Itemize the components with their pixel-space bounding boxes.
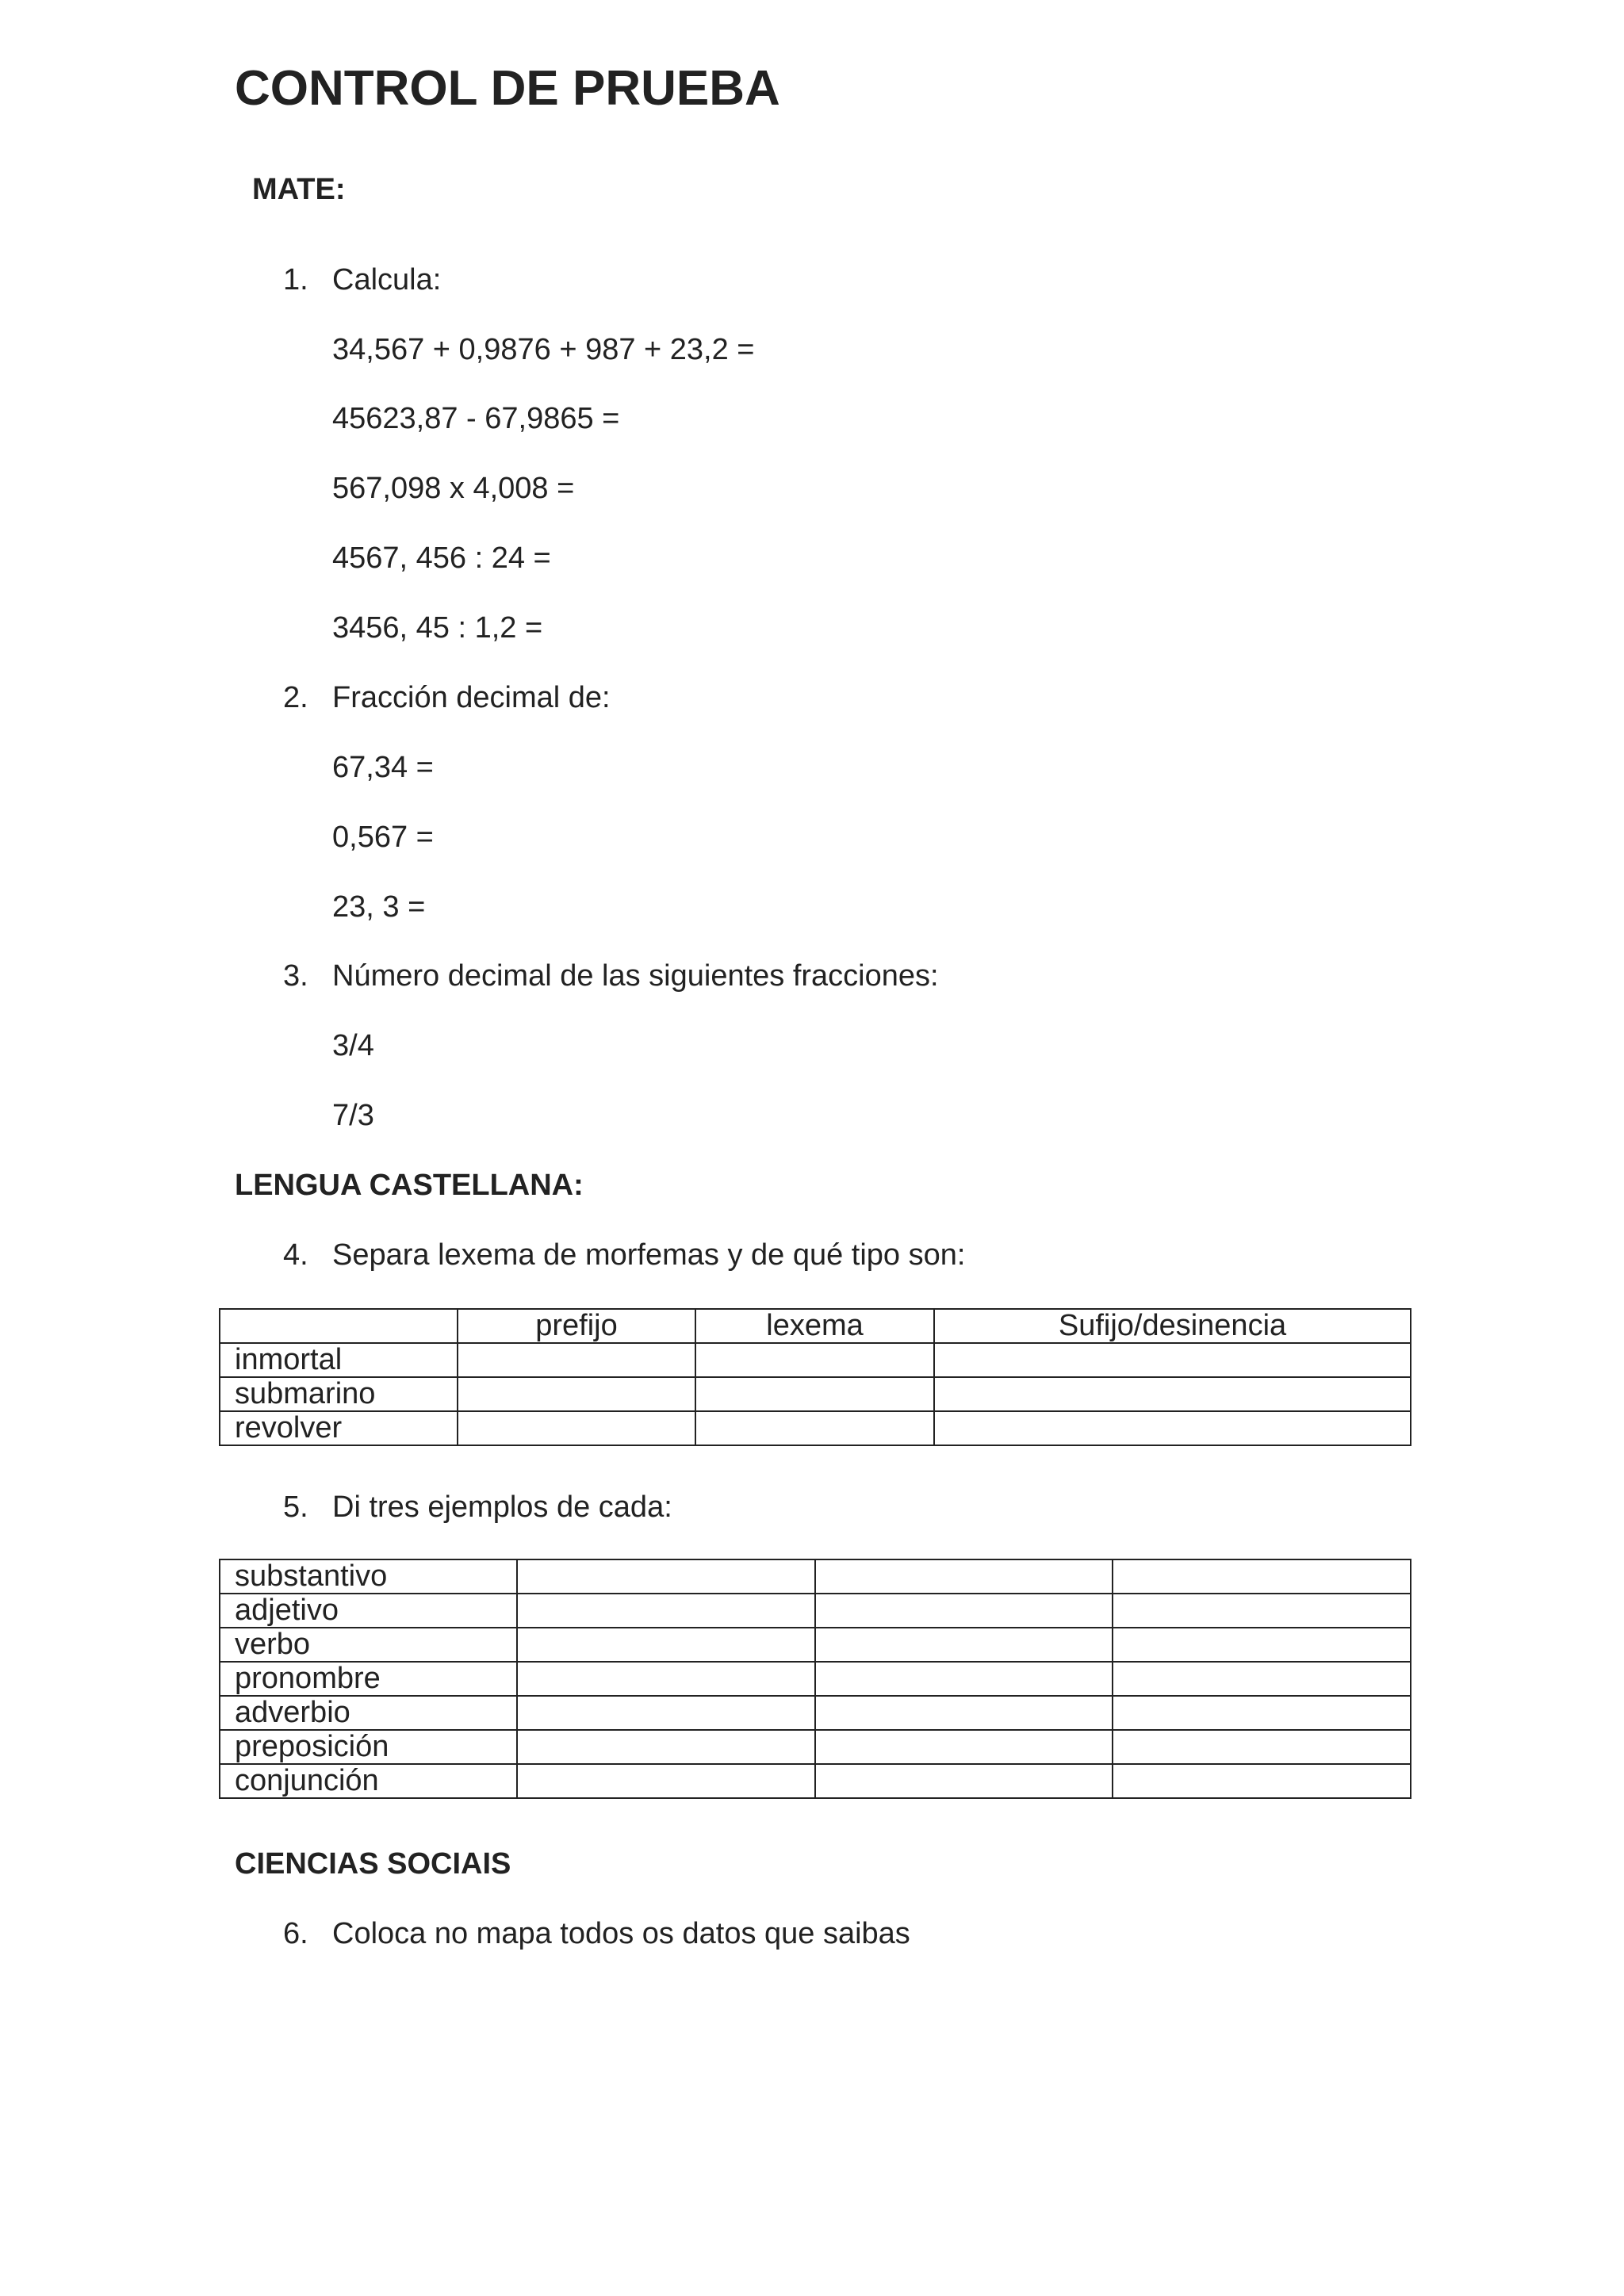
- exercise-line: 4567, 456 : 24 =: [332, 541, 551, 575]
- exercise-line: 45623,87 - 67,9865 =: [332, 402, 620, 435]
- section-heading-social: CIENCIAS SOCIAIS: [235, 1847, 511, 1881]
- morpheme-table: [219, 1308, 1411, 1446]
- answer-cell[interactable]: [517, 1730, 815, 1764]
- question-number: 4.: [283, 1238, 308, 1272]
- answer-cell[interactable]: [695, 1377, 934, 1411]
- answer-cell[interactable]: [1113, 1594, 1411, 1628]
- question-text: Fracción decimal de:: [332, 681, 611, 714]
- question-text: Di tres ejemplos de cada:: [332, 1490, 672, 1524]
- answer-cell[interactable]: [695, 1343, 934, 1377]
- question-text: Coloca no mapa todos os datos que saibas: [332, 1917, 910, 1950]
- table-row: [220, 1411, 1411, 1445]
- question-6: [283, 1914, 910, 1954]
- question-5: [283, 1487, 672, 1527]
- answer-cell[interactable]: [815, 1696, 1113, 1730]
- category-cell: adjetivo: [220, 1594, 517, 1628]
- answer-cell[interactable]: [517, 1559, 815, 1594]
- answer-cell[interactable]: [815, 1730, 1113, 1764]
- table-row: [220, 1696, 1411, 1730]
- question-number: 3.: [283, 959, 308, 993]
- answer-cell[interactable]: [1113, 1559, 1411, 1594]
- question-number: 5.: [283, 1490, 308, 1524]
- table-row: [220, 1559, 1411, 1594]
- table-row: [220, 1764, 1411, 1798]
- exercise-line: 7/3: [332, 1099, 374, 1132]
- category-cell: preposición: [220, 1730, 517, 1764]
- exercise-line: 34,567 + 0,9876 + 987 + 23,2 =: [332, 333, 755, 366]
- answer-cell[interactable]: [1113, 1696, 1411, 1730]
- table-header-cell: Sufijo/desinencia: [934, 1309, 1411, 1343]
- table-row: [220, 1594, 1411, 1628]
- question-text: Número decimal de las siguientes fracciones:: [332, 959, 939, 993]
- question-text: Calcula:: [332, 263, 442, 297]
- section-heading-math: MATE:: [252, 173, 346, 206]
- exercise-line: 23, 3 =: [332, 890, 426, 924]
- word-cell: revolver: [220, 1411, 458, 1445]
- page-title: CONTROL DE PRUEBA: [235, 61, 780, 116]
- table-row: [220, 1730, 1411, 1764]
- answer-cell[interactable]: [1113, 1730, 1411, 1764]
- question-number: 1.: [283, 263, 308, 297]
- table-row: [220, 1628, 1411, 1662]
- category-cell: substantivo: [220, 1559, 517, 1594]
- answer-cell[interactable]: [1113, 1764, 1411, 1798]
- question-text: Separa lexema de morfemas y de qué tipo son:: [332, 1238, 966, 1272]
- answer-cell[interactable]: [934, 1343, 1411, 1377]
- category-cell: pronombre: [220, 1662, 517, 1696]
- table-header-cell: lexema: [695, 1309, 934, 1343]
- word-cell: submarino: [220, 1377, 458, 1411]
- section-heading-language: LENGUA CASTELLANA:: [235, 1169, 584, 1202]
- answer-cell[interactable]: [517, 1662, 815, 1696]
- question-2: [283, 678, 611, 718]
- answer-cell[interactable]: [934, 1411, 1411, 1445]
- answer-cell[interactable]: [815, 1628, 1113, 1662]
- category-cell: conjunción: [220, 1764, 517, 1798]
- word-cell: inmortal: [220, 1343, 458, 1377]
- question-3: [283, 956, 939, 996]
- table-row: [220, 1377, 1411, 1411]
- answer-cell[interactable]: [1113, 1662, 1411, 1696]
- exercise-line: 3/4: [332, 1029, 374, 1062]
- answer-cell[interactable]: [815, 1559, 1113, 1594]
- answer-cell[interactable]: [458, 1343, 695, 1377]
- answer-cell[interactable]: [458, 1411, 695, 1445]
- exercise-line: 0,567 =: [332, 821, 434, 854]
- answer-cell[interactable]: [517, 1594, 815, 1628]
- answer-cell[interactable]: [815, 1594, 1113, 1628]
- answer-cell[interactable]: [815, 1764, 1113, 1798]
- answer-cell[interactable]: [695, 1411, 934, 1445]
- table-header-cell: [220, 1309, 458, 1343]
- category-cell: verbo: [220, 1628, 517, 1662]
- question-number: 2.: [283, 681, 308, 714]
- table-header-row: [220, 1309, 1411, 1343]
- answer-cell[interactable]: [517, 1628, 815, 1662]
- answer-cell[interactable]: [517, 1764, 815, 1798]
- answer-cell[interactable]: [934, 1377, 1411, 1411]
- question-number: 6.: [283, 1917, 308, 1950]
- question-1: [283, 260, 441, 300]
- question-4: [283, 1235, 965, 1275]
- answer-cell[interactable]: [1113, 1628, 1411, 1662]
- exercise-line: 567,098 x 4,008 =: [332, 472, 575, 505]
- word-class-table: [219, 1559, 1411, 1799]
- answer-cell[interactable]: [458, 1377, 695, 1411]
- answer-cell[interactable]: [517, 1696, 815, 1730]
- exercise-line: 67,34 =: [332, 751, 434, 784]
- table-row: [220, 1343, 1411, 1377]
- exercise-line: 3456, 45 : 1,2 =: [332, 611, 543, 645]
- answer-cell[interactable]: [815, 1662, 1113, 1696]
- table-header-cell: prefijo: [458, 1309, 695, 1343]
- table-row: [220, 1662, 1411, 1696]
- category-cell: adverbio: [220, 1696, 517, 1730]
